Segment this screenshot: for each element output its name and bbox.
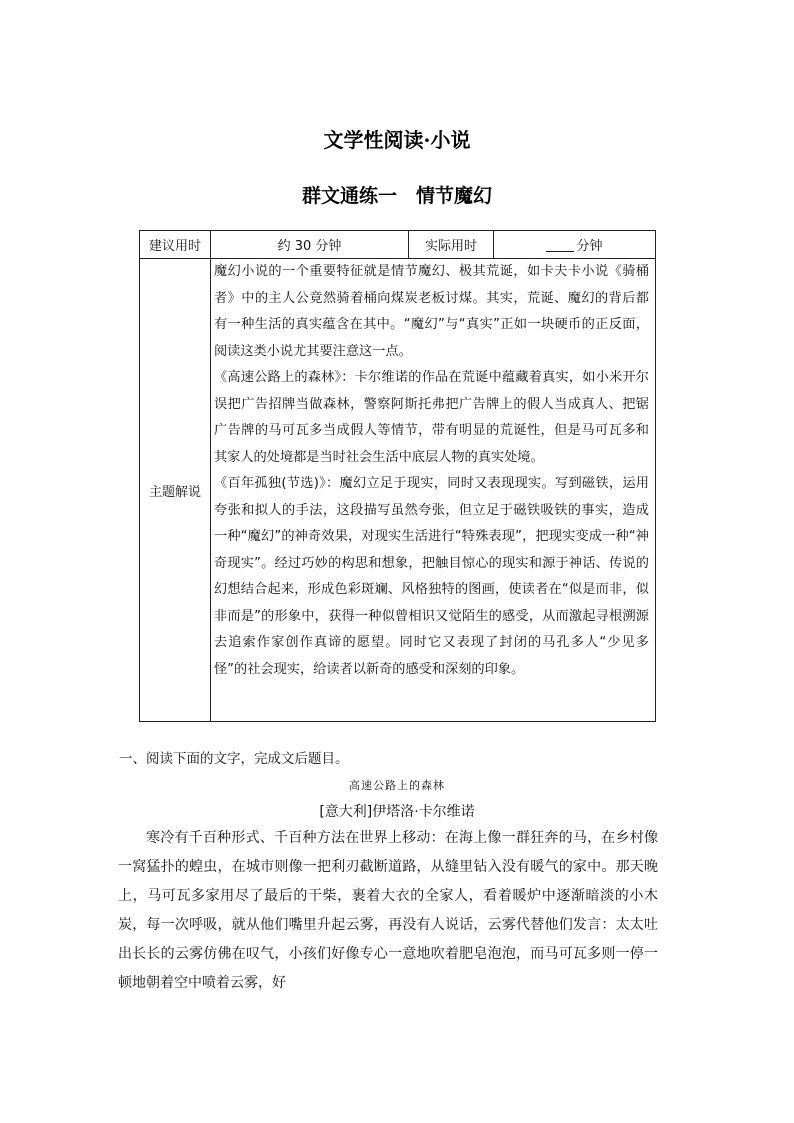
suggested-time-label: 建议用时 bbox=[140, 231, 211, 259]
actual-time-label: 实际用时 bbox=[409, 231, 494, 259]
theme-paragraph: 魔幻小说的一个重要特征就是情节魔幻、极其荒诞，如卡夫卡小说《骑桶者》中的主人公竟然骑着桶向煤炭老板讨煤。其实，荒诞、魔幻的背后都有一种生活的真实蕴含在其中。“魔幻”与“真实”正如一块硬币的正反面，阅读这类小说尤其要注意这一点。 bbox=[214, 264, 649, 359]
theme-paragraph: 《百年孤独(节选)》：魔幻立足于现实，同时又表现现实。写到磁铁，运用夸张和拟人的手法，这段描写虽然夸张，但立足于磁铁吸铁的事实，造成一种“魔幻”的神奇效果，对现实生活进行“特殊表现”，把现实变成一种“神奇现实”。经过巧妙的构思和想象，把触目惊心的现实和源于神话、传说的幻想结合起来，形成色彩斑斓、风格独特的图画，使读者在“似是而非，似非而是”的形象中，获得一种似曾相识又觉陌生的感受，从而激起寻根溯源去追索作家创作真谛的愿望。同时它又表现了封闭的马孔多人“少见多怪”的社会现实，给读者以新奇的感受和深刻的印象。 bbox=[214, 476, 649, 677]
story-title: 高速公路上的森林 bbox=[349, 779, 445, 792]
theme-row bbox=[140, 259, 656, 722]
theme-label: 主题解说 bbox=[140, 259, 211, 722]
theme-paragraph: 《高速公路上的森林》：卡尔维诺的作品在荒诞中蕴藏着真实，如小米开尔误把广告招牌当做森林，警察阿斯托弗把广告牌上的假人当成真人、把锯广告牌的马可瓦多当成假人等情节，带有明显的荒诞性，但是马可瓦多和其家人的处境都是当时社会生活中底层人物的真实处境。 bbox=[214, 370, 649, 465]
actual-time-field bbox=[494, 231, 656, 259]
story-author: [意大利]伊塔洛·卡尔维诺 bbox=[319, 804, 475, 820]
theme-content bbox=[211, 259, 656, 722]
actual-time-unit: 分钟 bbox=[576, 239, 603, 254]
story-body bbox=[118, 824, 658, 998]
question-prompt: 一、阅读下面的文字，完成文后题目。 bbox=[119, 751, 349, 767]
time-row bbox=[140, 231, 656, 259]
page-title: 文学性阅读·小说 bbox=[323, 128, 471, 152]
info-table bbox=[139, 230, 656, 722]
story-paragraph: 寒冷有千百种形式、千百种方法在世界上移动：在海上像一群狂奔的马，在乡村像一窝猛扑的蝗虫，在城市则像一把利刃截断道路，从缝里钻入没有暖气的家中。那天晚上，马可瓦多家用尽了最后的干柴，裹着大衣的全家人，看着暖炉中逐渐暗淡的小木炭，每一次呼吸，就从他们嘴里升起云雾，再没有人说话，云雾代替他们发言：太太吐出长长的云雾仿佛在叹气，小孩们好像专心一意地吹着肥皂泡泡，而马可瓦多则一停一顿地朝着空中喷着云雾，好 bbox=[118, 830, 658, 991]
suggested-time-value: 约 30 分钟 bbox=[211, 231, 409, 259]
actual-time-blank bbox=[546, 237, 574, 252]
section-subtitle: 群文通练一 情节魔幻 bbox=[301, 185, 492, 207]
